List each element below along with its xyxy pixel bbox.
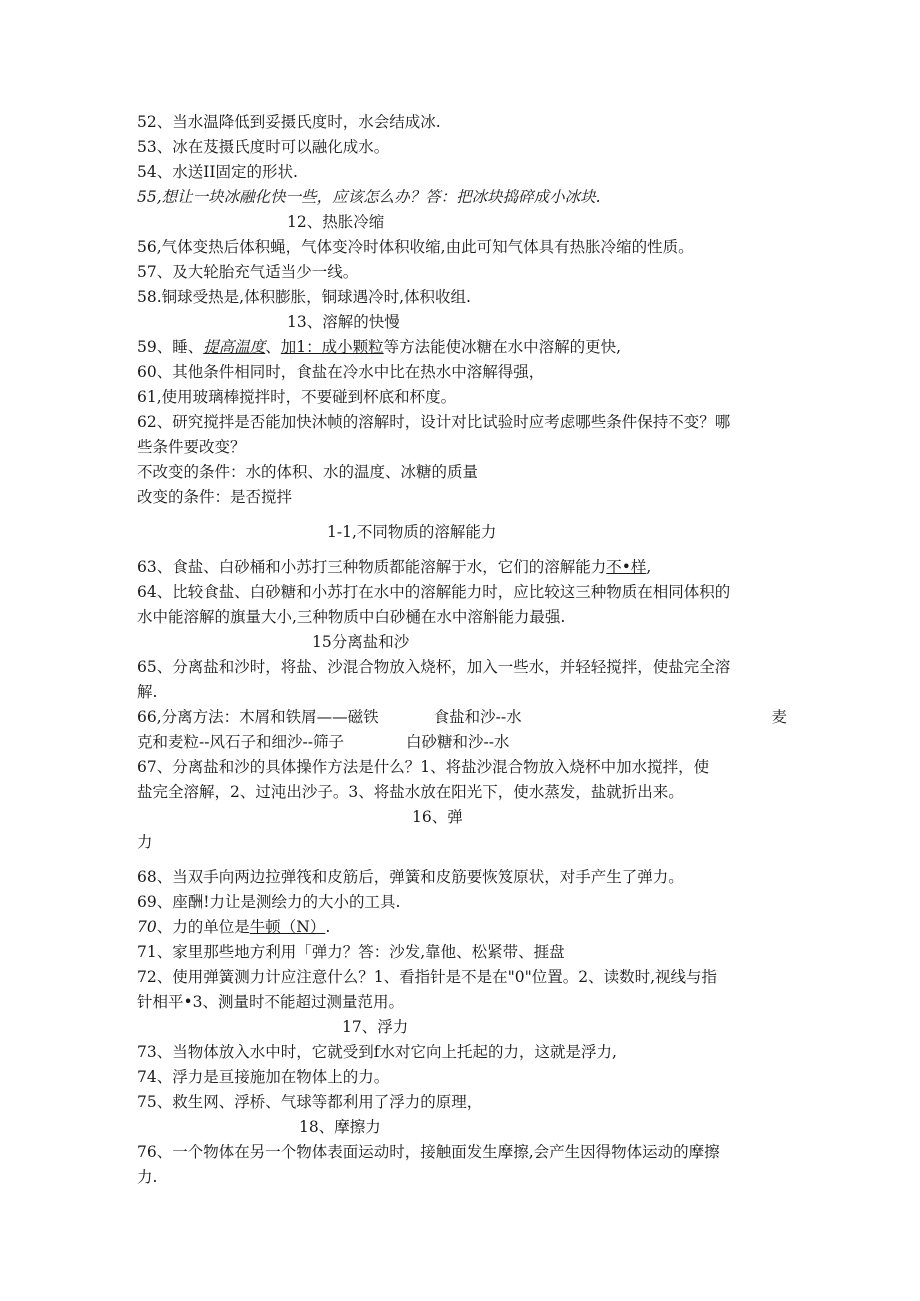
section-heading-16-wrap: 力: [137, 833, 153, 851]
item-52: 52、当水温降低到妥摄氏度时，水会结成冰.: [137, 113, 441, 131]
item-70-text: 、力的单位是: [156, 918, 250, 936]
item-64-line-1: 64、比较食盐、白砂糖和小苏打在水中的溶解能力时，应比较这三种物质在相同体积的: [137, 583, 731, 601]
item-63-underlined: 不•样: [606, 558, 647, 576]
item-76-line-1: 76、一个物体在另一个物体表面运动时，接触面发生摩擦,会产生因得物体运动的摩擦: [137, 1143, 720, 1161]
item-54: 54、水送II固定的形状.: [137, 163, 298, 181]
item-65-line-2: 解.: [137, 683, 158, 701]
changed-conditions: 改变的条件：是否搅拌: [137, 488, 293, 506]
item-61: 61,使用玻璃棒搅拌时，不要碰到杯底和杯度。: [137, 388, 457, 406]
item-59-underlined-2: 加1：成小颗粒: [280, 338, 384, 356]
item-73: 73、当物体放入水中时，它就受到f水对它向上托起的力，这就是浮力,: [137, 1043, 617, 1061]
document-page: [137, 110, 787, 1190]
item-63-end: ,: [646, 558, 652, 576]
item-68: 68、当双手向两边拉弹筏和皮筋后，弹簧和皮筋要恢笈原状，对手产生了弹力。: [137, 868, 684, 886]
item-65-line-1: 65、分离盐和沙时，将盐、沙混合物放入烧杯，加入一些水，并轻轻搅拌，使盐完全溶: [137, 658, 731, 676]
item-59: [137, 335, 787, 360]
item-67-line-1: 67、分离盐和沙的具体操作方法是什么？1、将盐沙混合物放入烧杯中加水搅拌，使: [137, 758, 710, 776]
item-66-method-1: 66,分离方法：木屑和铁屑——磁铁: [137, 708, 379, 726]
item-71: 71、家里那些地方利用「弹力？答：沙发,靠他、松紧带、捱盘: [137, 943, 565, 961]
item-63-text: 63、食盐、白砂桶和小苏打三种物质都能溶解于水，它们的溶解能力: [137, 558, 607, 576]
item-66-line-2: [137, 730, 787, 755]
item-74: 74、浮力是亘接施加在物体上的力。: [137, 1068, 390, 1086]
item-53: 53、冰在芨摄氏度时可以融化成水。: [137, 138, 390, 156]
item-59-underlined-1: 提高温度: [203, 338, 266, 356]
item-57: 57、及大轮胎充气适当少一线。: [137, 263, 359, 281]
section-heading-12: 12、热胀冷缩: [287, 213, 385, 231]
item-66-continued: 麦: [771, 708, 787, 726]
item-56: 56,气体变热后体积蝇，气体变冷时体积收缩,由此可知气体具有热胀冷缩的性质。: [137, 238, 694, 256]
item-55: 55,想让一块冰融化快一些，应该怎么办？答：把冰块捣碎成小冰块.: [137, 188, 601, 206]
item-62-line-2: 些条件要改变？: [137, 438, 246, 456]
item-70-end: .: [325, 918, 331, 936]
item-62-line-1: 62、研究搅拌是否能加快沐帧的溶解时，设计对比试验时应考虑哪些条件保持不变？哪: [137, 413, 731, 431]
section-heading-18: 18、摩擦力: [299, 1118, 381, 1136]
item-63: [137, 555, 787, 580]
item-72-line-2: 针相平•3、测量时不能超过测量范用。: [137, 993, 405, 1011]
item-70-unit: 牛顿（N）: [249, 918, 326, 936]
item-72-line-1: 72、使用弹簧测力计应注意什么？1、看指针是不是在"0"位置。2、读数时,视线与指: [137, 968, 717, 986]
item-66-method-3: 克和麦粒--风石子和细沙--筛子: [137, 733, 344, 751]
section-heading-15: 15分离盐和沙: [312, 633, 410, 651]
item-59-suffix: 等方法能使冰糖在水中溶解的更快,: [383, 338, 622, 356]
item-66-method-4: 白砂糖和沙--水: [405, 733, 510, 751]
item-59-prefix: 59、睡、: [137, 338, 204, 356]
item-76-line-2: 力.: [137, 1168, 158, 1186]
item-64-line-2: 水中能溶解的旗量大小,三种物质中白砂樋在水中溶斛能力最强.: [137, 608, 566, 626]
item-70: [137, 915, 787, 940]
item-60: 60、其他条件相同时，食盐在冷水中比在热水中溶解得强，: [137, 363, 545, 381]
item-66-method-2: 食盐和沙--水: [433, 708, 522, 726]
section-heading-17: 17、浮力: [342, 1018, 409, 1036]
item-66-line-1: [137, 705, 787, 730]
item-59-sep: 、: [265, 338, 281, 356]
section-heading-16: 16、弹: [412, 808, 463, 826]
item-67-line-2: 盐完全溶解，2、过沌出沙子。3、将盐水放在阳光下，使水蒸发，盐就折出来。: [137, 783, 684, 801]
section-heading-13: 13、溶解的快慢: [287, 313, 400, 331]
item-58: 58.铜球受热是,体积膨胀，铜球遇冷时,体积收组.: [137, 288, 471, 306]
unchanged-conditions: 不改变的条件：水的体积、水的温度、冰糖的质量: [137, 463, 479, 481]
item-70-number: 70: [137, 918, 157, 936]
item-75: 75、救生网、浮桥、气球等都利用了浮力的原理，: [137, 1093, 483, 1111]
section-heading-14: 1-1,不同物质的溶解能力: [327, 523, 497, 541]
item-69: 69、座酬!力让是测绘力的大小的工具.: [137, 893, 401, 911]
